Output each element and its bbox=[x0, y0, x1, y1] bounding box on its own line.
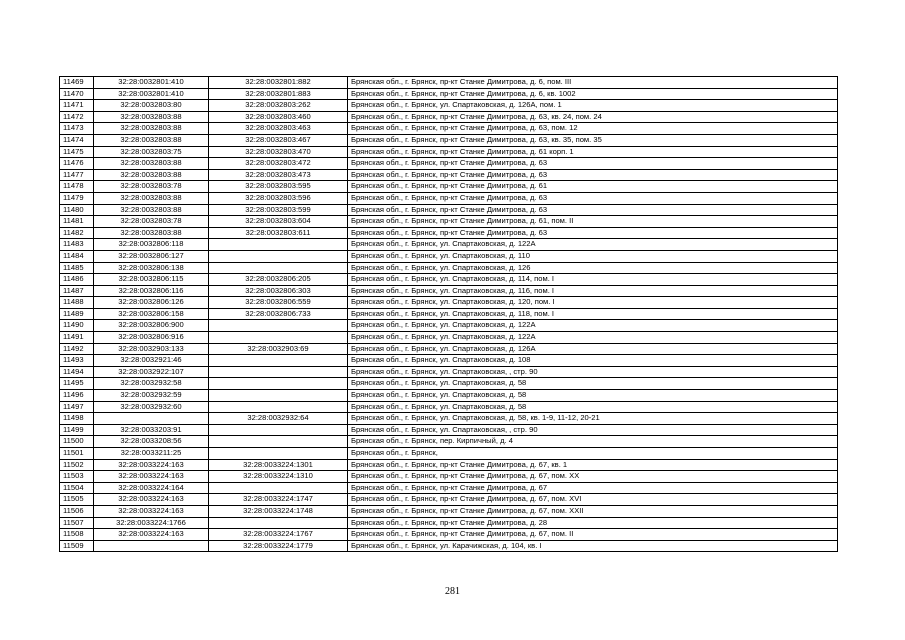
parcel-number-cell: 32:28:0032803:78 bbox=[94, 181, 209, 193]
object-number-cell: 32:28:0032803:596 bbox=[209, 192, 348, 204]
parcel-number-cell: 32:28:0033224:164 bbox=[94, 482, 209, 494]
object-number-cell bbox=[209, 482, 348, 494]
address-cell: Брянская обл., г. Брянск, ул. Спартаковская, д. 58 bbox=[348, 401, 838, 413]
parcel-number-cell: 32:28:0032903:133 bbox=[94, 343, 209, 355]
row-number-cell: 11494 bbox=[60, 366, 94, 378]
address-cell: Брянская обл., г. Брянск, ул. Спартаковская, д. 126 bbox=[348, 262, 838, 274]
address-cell: Брянская обл., г. Брянск, пр-кт Станке Димитрова, д. 61 корп. 1 bbox=[348, 146, 838, 158]
table-row bbox=[60, 471, 838, 483]
row-number-cell: 11502 bbox=[60, 459, 94, 471]
address-cell: Брянская обл., г. Брянск, пр-кт Станке Димитрова, д. 67, пом. II bbox=[348, 529, 838, 541]
row-number-cell: 11474 bbox=[60, 134, 94, 146]
object-number-cell bbox=[209, 378, 348, 390]
row-number-cell: 11484 bbox=[60, 250, 94, 262]
address-cell: Брянская обл., г. Брянск, пр-кт Станке Димитрова, д. 63 bbox=[348, 227, 838, 239]
row-number-cell: 11509 bbox=[60, 540, 94, 552]
object-number-cell: 32:28:0033224:1779 bbox=[209, 540, 348, 552]
row-number-cell: 11470 bbox=[60, 88, 94, 100]
row-number-cell: 11485 bbox=[60, 262, 94, 274]
parcel-number-cell: 32:28:0032801:410 bbox=[94, 88, 209, 100]
parcel-number-cell: 32:28:0032806:116 bbox=[94, 285, 209, 297]
table-row bbox=[60, 216, 838, 228]
page-number: 281 bbox=[445, 586, 460, 597]
address-cell: Брянская обл., г. Брянск, пр-кт Станке Димитрова, д. 63 bbox=[348, 204, 838, 216]
parcel-number-cell: 32:28:0032806:126 bbox=[94, 297, 209, 309]
parcel-number-cell: 32:28:0033224:163 bbox=[94, 459, 209, 471]
table-row bbox=[60, 424, 838, 436]
address-cell: Брянская обл., г. Брянск, пр-кт Станке Димитрова, д. 6, кв. 1002 bbox=[348, 88, 838, 100]
parcel-number-cell: 32:28:0032806:138 bbox=[94, 262, 209, 274]
parcel-number-cell: 32:28:0032806:158 bbox=[94, 308, 209, 320]
row-number-cell: 11489 bbox=[60, 308, 94, 320]
object-number-cell: 32:28:0032803:473 bbox=[209, 169, 348, 181]
table-row bbox=[60, 146, 838, 158]
table-row bbox=[60, 192, 838, 204]
object-number-cell: 32:28:0032803:467 bbox=[209, 134, 348, 146]
row-number-cell: 11472 bbox=[60, 111, 94, 123]
row-number-cell: 11504 bbox=[60, 482, 94, 494]
row-number-cell: 11491 bbox=[60, 332, 94, 344]
object-number-cell: 32:28:0033224:1301 bbox=[209, 459, 348, 471]
address-cell: Брянская обл., г. Брянск, ул. Спартаковская, д. 126А bbox=[348, 343, 838, 355]
table-row bbox=[60, 285, 838, 297]
table-row bbox=[60, 123, 838, 135]
table-row bbox=[60, 390, 838, 402]
table-row bbox=[60, 111, 838, 123]
row-number-cell: 11480 bbox=[60, 204, 94, 216]
row-number-cell: 11471 bbox=[60, 100, 94, 112]
cadastre-table bbox=[59, 76, 838, 552]
address-cell: Брянская обл., г. Брянск, пр-кт Станке Димитрова, д. 28 bbox=[348, 517, 838, 529]
table-row bbox=[60, 517, 838, 529]
row-number-cell: 11503 bbox=[60, 471, 94, 483]
row-number-cell: 11490 bbox=[60, 320, 94, 332]
row-number-cell: 11475 bbox=[60, 146, 94, 158]
address-cell: Брянская обл., г. Брянск, bbox=[348, 448, 838, 460]
object-number-cell bbox=[209, 239, 348, 251]
table-row bbox=[60, 540, 838, 552]
address-cell: Брянская обл., г. Брянск, ул. Спартаковская, д. 122А bbox=[348, 332, 838, 344]
object-number-cell bbox=[209, 355, 348, 367]
address-cell: Брянская обл., г. Брянск, пр-кт Станке Димитрова, д. 63, кв. 24, пом. 24 bbox=[348, 111, 838, 123]
table-row bbox=[60, 297, 838, 309]
table-row bbox=[60, 239, 838, 251]
object-number-cell bbox=[209, 332, 348, 344]
table-row bbox=[60, 204, 838, 216]
object-number-cell: 32:28:0033224:1748 bbox=[209, 505, 348, 517]
address-cell: Брянская обл., г. Брянск, пр-кт Станке Димитрова, д. 63 bbox=[348, 192, 838, 204]
object-number-cell bbox=[209, 436, 348, 448]
row-number-cell: 11508 bbox=[60, 529, 94, 541]
parcel-number-cell: 32:28:0032803:75 bbox=[94, 146, 209, 158]
object-number-cell bbox=[209, 401, 348, 413]
parcel-number-cell: 32:28:0032801:410 bbox=[94, 77, 209, 89]
parcel-number-cell: 32:28:0032803:78 bbox=[94, 216, 209, 228]
parcel-number-cell: 32:28:0033203:91 bbox=[94, 424, 209, 436]
parcel-number-cell: 32:28:0032803:88 bbox=[94, 111, 209, 123]
parcel-number-cell: 32:28:0033224:163 bbox=[94, 471, 209, 483]
address-cell: Брянская обл., г. Брянск, пр-кт Станке Димитрова, д. 67, пом. XXII bbox=[348, 505, 838, 517]
object-number-cell: 32:28:0032803:611 bbox=[209, 227, 348, 239]
table-row bbox=[60, 436, 838, 448]
parcel-number-cell: 32:28:0032806:118 bbox=[94, 239, 209, 251]
parcel-number-cell: 32:28:0033211:25 bbox=[94, 448, 209, 460]
parcel-number-cell: 32:28:0032922:107 bbox=[94, 366, 209, 378]
address-cell: Брянская обл., г. Брянск, ул. Спартаковская, д. 114, пом. I bbox=[348, 274, 838, 286]
address-cell: Брянская обл., г. Брянск, ул. Спартаковская, д. 58 bbox=[348, 390, 838, 402]
address-cell: Брянская обл., г. Брянск, пр-кт Станке Димитрова, д. 63, пом. 12 bbox=[348, 123, 838, 135]
object-number-cell bbox=[209, 320, 348, 332]
object-number-cell: 32:28:0032803:262 bbox=[209, 100, 348, 112]
row-number-cell: 11498 bbox=[60, 413, 94, 425]
address-cell: Брянская обл., г. Брянск, пр-кт Станке Димитрова, д. 63 bbox=[348, 169, 838, 181]
table-row bbox=[60, 529, 838, 541]
table-row bbox=[60, 134, 838, 146]
parcel-number-cell: 32:28:0033224:1766 bbox=[94, 517, 209, 529]
parcel-number-cell: 32:28:0032806:115 bbox=[94, 274, 209, 286]
table-row bbox=[60, 320, 838, 332]
row-number-cell: 11487 bbox=[60, 285, 94, 297]
object-number-cell: 32:28:0032803:470 bbox=[209, 146, 348, 158]
object-number-cell bbox=[209, 448, 348, 460]
object-number-cell: 32:28:0033224:1310 bbox=[209, 471, 348, 483]
row-number-cell: 11506 bbox=[60, 505, 94, 517]
table-row bbox=[60, 158, 838, 170]
address-cell: Брянская обл., г. Брянск, пр-кт Станке Димитрова, д. 67, пом. XVI bbox=[348, 494, 838, 506]
object-number-cell: 32:28:0032803:599 bbox=[209, 204, 348, 216]
object-number-cell bbox=[209, 250, 348, 262]
row-number-cell: 11477 bbox=[60, 169, 94, 181]
parcel-number-cell: 32:28:0032921:46 bbox=[94, 355, 209, 367]
parcel-number-cell: 32:28:0032803:88 bbox=[94, 134, 209, 146]
parcel-number-cell: 32:28:0032803:88 bbox=[94, 123, 209, 135]
row-number-cell: 11476 bbox=[60, 158, 94, 170]
address-cell: Брянская обл., г. Брянск, пр-кт Станке Димитрова, д. 67 bbox=[348, 482, 838, 494]
table-row bbox=[60, 459, 838, 471]
address-cell: Брянская обл., г. Брянск, ул. Спартаковская, д. 108 bbox=[348, 355, 838, 367]
address-cell: Брянская обл., г. Брянск, пр-кт Станке Димитрова, д. 67, кв. 1 bbox=[348, 459, 838, 471]
parcel-number-cell: 32:28:0032932:59 bbox=[94, 390, 209, 402]
address-cell: Брянская обл., г. Брянск, ул. Спартаковская, д. 58 bbox=[348, 378, 838, 390]
table-row bbox=[60, 343, 838, 355]
table-row bbox=[60, 355, 838, 367]
parcel-number-cell: 32:28:0032803:88 bbox=[94, 192, 209, 204]
address-cell: Брянская обл., г. Брянск, пр-кт Станке Димитрова, д. 61 bbox=[348, 181, 838, 193]
row-number-cell: 11495 bbox=[60, 378, 94, 390]
object-number-cell bbox=[209, 262, 348, 274]
row-number-cell: 11493 bbox=[60, 355, 94, 367]
object-number-cell: 32:28:0032803:604 bbox=[209, 216, 348, 228]
table-row bbox=[60, 332, 838, 344]
object-number-cell: 32:28:0032806:733 bbox=[209, 308, 348, 320]
object-number-cell bbox=[209, 517, 348, 529]
parcel-number-cell: 32:28:0032803:88 bbox=[94, 169, 209, 181]
object-number-cell: 32:28:0032806:559 bbox=[209, 297, 348, 309]
parcel-number-cell bbox=[94, 413, 209, 425]
object-number-cell bbox=[209, 390, 348, 402]
table-row bbox=[60, 100, 838, 112]
address-cell: Брянская обл., г. Брянск, пр-кт Станке Димитрова, д. 61, пом. II bbox=[348, 216, 838, 228]
table-row bbox=[60, 77, 838, 89]
row-number-cell: 11482 bbox=[60, 227, 94, 239]
parcel-number-cell: 32:28:0032803:88 bbox=[94, 227, 209, 239]
row-number-cell: 11500 bbox=[60, 436, 94, 448]
table-row bbox=[60, 308, 838, 320]
row-number-cell: 11469 bbox=[60, 77, 94, 89]
object-number-cell: 32:28:0032903:69 bbox=[209, 343, 348, 355]
object-number-cell: 32:28:0032803:463 bbox=[209, 123, 348, 135]
parcel-number-cell: 32:28:0032932:60 bbox=[94, 401, 209, 413]
row-number-cell: 11505 bbox=[60, 494, 94, 506]
object-number-cell: 32:28:0032806:205 bbox=[209, 274, 348, 286]
row-number-cell: 11481 bbox=[60, 216, 94, 228]
row-number-cell: 11499 bbox=[60, 424, 94, 436]
parcel-number-cell: 32:28:0032803:88 bbox=[94, 204, 209, 216]
table-row bbox=[60, 366, 838, 378]
row-number-cell: 11496 bbox=[60, 390, 94, 402]
address-cell: Брянская обл., г. Брянск, ул. Спартаковская, д. 58, кв. 1-9, 11-12, 20-21 bbox=[348, 413, 838, 425]
row-number-cell: 11507 bbox=[60, 517, 94, 529]
address-cell: Брянская обл., г. Брянск, пр-кт Станке Димитрова, д. 63 bbox=[348, 158, 838, 170]
table-row bbox=[60, 88, 838, 100]
address-cell: Брянская обл., г. Брянск, ул. Спартаковская, , стр. 90 bbox=[348, 424, 838, 436]
table-row bbox=[60, 505, 838, 517]
parcel-number-cell bbox=[94, 540, 209, 552]
row-number-cell: 11497 bbox=[60, 401, 94, 413]
row-number-cell: 11483 bbox=[60, 239, 94, 251]
table-row bbox=[60, 378, 838, 390]
object-number-cell: 32:28:0032801:883 bbox=[209, 88, 348, 100]
table-row bbox=[60, 169, 838, 181]
table-row bbox=[60, 227, 838, 239]
object-number-cell bbox=[209, 366, 348, 378]
table-row bbox=[60, 401, 838, 413]
address-cell: Брянская обл., г. Брянск, ул. Спартаковская, д. 122А bbox=[348, 320, 838, 332]
parcel-number-cell: 32:28:0032806:916 bbox=[94, 332, 209, 344]
address-cell: Брянская обл., г. Брянск, ул. Спартаковская, д. 118, пом. I bbox=[348, 308, 838, 320]
parcel-number-cell: 32:28:0033224:163 bbox=[94, 494, 209, 506]
address-cell: Брянская обл., г. Брянск, ул. Карачижская, д. 104, кв. I bbox=[348, 540, 838, 552]
object-number-cell: 32:28:0032803:595 bbox=[209, 181, 348, 193]
table-row bbox=[60, 494, 838, 506]
table-row bbox=[60, 413, 838, 425]
parcel-number-cell: 32:28:0032932:58 bbox=[94, 378, 209, 390]
address-cell: Брянская обл., г. Брянск, пр-кт Станке Димитрова, д. 6, пом. III bbox=[348, 77, 838, 89]
parcel-number-cell: 32:28:0033224:163 bbox=[94, 505, 209, 517]
address-cell: Брянская обл., г. Брянск, пер. Кирпичный, д. 4 bbox=[348, 436, 838, 448]
object-number-cell: 32:28:0032803:460 bbox=[209, 111, 348, 123]
parcel-number-cell: 32:28:0033208:56 bbox=[94, 436, 209, 448]
address-cell: Брянская обл., г. Брянск, пр-кт Станке Димитрова, д. 67, пом. XX bbox=[348, 471, 838, 483]
row-number-cell: 11501 bbox=[60, 448, 94, 460]
table-row bbox=[60, 448, 838, 460]
address-cell: Брянская обл., г. Брянск, ул. Спартаковская, д. 120, пом. I bbox=[348, 297, 838, 309]
row-number-cell: 11492 bbox=[60, 343, 94, 355]
address-cell: Брянская обл., г. Брянск, ул. Спартаковская, , стр. 90 bbox=[348, 366, 838, 378]
table-row bbox=[60, 262, 838, 274]
table-row bbox=[60, 250, 838, 262]
object-number-cell: 32:28:0033224:1747 bbox=[209, 494, 348, 506]
object-number-cell: 32:28:0032932:64 bbox=[209, 413, 348, 425]
table-body bbox=[60, 77, 838, 552]
parcel-number-cell: 32:28:0032806:900 bbox=[94, 320, 209, 332]
object-number-cell bbox=[209, 424, 348, 436]
parcel-number-cell: 32:28:0032803:80 bbox=[94, 100, 209, 112]
parcel-number-cell: 32:28:0032806:127 bbox=[94, 250, 209, 262]
address-cell: Брянская обл., г. Брянск, пр-кт Станке Димитрова, д. 63, кв. 35, пом. 35 bbox=[348, 134, 838, 146]
object-number-cell: 32:28:0032803:472 bbox=[209, 158, 348, 170]
address-cell: Брянская обл., г. Брянск, ул. Спартаковская, д. 110 bbox=[348, 250, 838, 262]
table-row bbox=[60, 274, 838, 286]
address-cell: Брянская обл., г. Брянск, ул. Спартаковская, д. 122А bbox=[348, 239, 838, 251]
parcel-number-cell: 32:28:0032803:88 bbox=[94, 158, 209, 170]
object-number-cell: 32:28:0032801:882 bbox=[209, 77, 348, 89]
table-row bbox=[60, 482, 838, 494]
row-number-cell: 11486 bbox=[60, 274, 94, 286]
address-cell: Брянская обл., г. Брянск, ул. Спартаковская, д. 116, пом. I bbox=[348, 285, 838, 297]
object-number-cell: 32:28:0032806:303 bbox=[209, 285, 348, 297]
object-number-cell: 32:28:0033224:1767 bbox=[209, 529, 348, 541]
row-number-cell: 11478 bbox=[60, 181, 94, 193]
row-number-cell: 11479 bbox=[60, 192, 94, 204]
row-number-cell: 11488 bbox=[60, 297, 94, 309]
parcel-number-cell: 32:28:0033224:163 bbox=[94, 529, 209, 541]
table-row bbox=[60, 181, 838, 193]
row-number-cell: 11473 bbox=[60, 123, 94, 135]
address-cell: Брянская обл., г. Брянск, ул. Спартаковская, д. 126А, пом. 1 bbox=[348, 100, 838, 112]
